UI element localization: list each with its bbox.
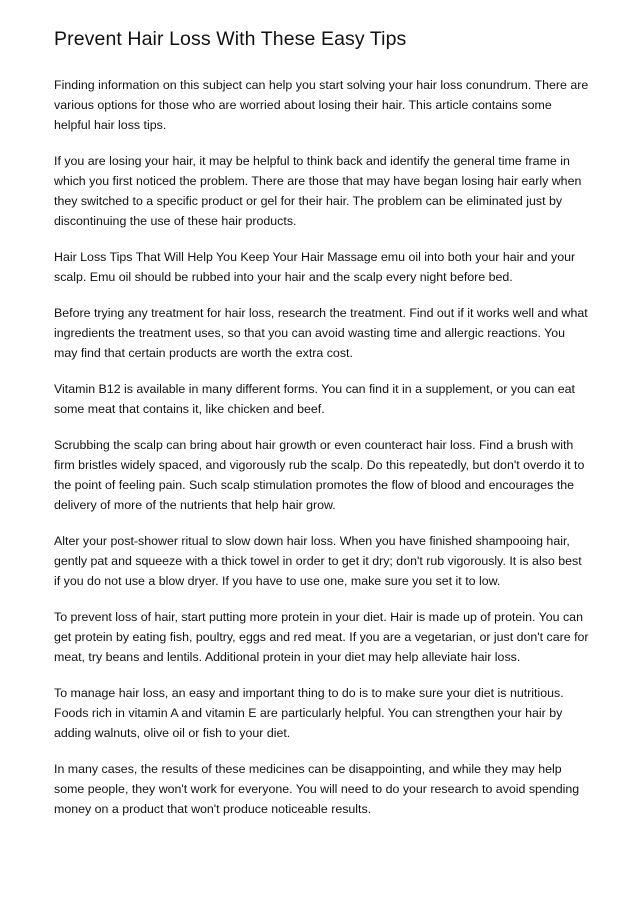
paragraph-6: Scrubbing the scalp can bring about hair growth or even counteract hair loss. Find a brush with firm bristles widely spaced, and vigorously rub the scalp. Do this repeatedly, but don't overdo it to the point of feeling pain. Such scalp stimulation promotes the flow of blood and encourages the delivery of more of the nutrients that help hair grow. bbox=[54, 438, 585, 512]
paragraph-2: If you are losing your hair, it may be helpful to think back and identify the general time frame in which you first noticed the problem. There are those that may have began losing hair early when they switched to a specific product or gel for their hair. The problem can be eliminated just by discontinuing the use of these hair products. bbox=[54, 154, 582, 228]
paragraph-4: Before trying any treatment for hair loss, research the treatment. Find out if it works well and what ingredients the treatment uses, so that you can avoid wasting time and allergic reactions. You may find that certain products are worth the extra cost. bbox=[54, 306, 588, 360]
paragraph-10: In many cases, the results of these medicines can be disappointing, and while they may help some people, they won't work for everyone. You will need to do your research to avoid spending money on a product that won't produce noticeable results. bbox=[54, 762, 580, 816]
document-page bbox=[54, 24, 590, 835]
paragraph-8: To prevent loss of hair, start putting more protein in your diet. Hair is made up of protein. You can get protein by eating fish, poultry, eggs and red meat. If you are a vegetarian, or just don't care for meat, try beans and lentils. Additional protein in your diet may help alleviate hair loss. bbox=[54, 610, 589, 664]
paragraph-1: Finding information on this subject can help you start solving your hair loss conundrum. There are various options for those who are worried about losing their hair. This article contains some helpful hair loss tips. bbox=[54, 78, 589, 132]
paragraph-5: Vitamin B12 is available in many different forms. You can find it in a supplement, or you can eat some meat that contains it, like chicken and beef. bbox=[54, 382, 575, 416]
paragraph-3: Hair Loss Tips That Will Help You Keep Your Hair Massage emu oil into both your hair and your scalp. Emu oil should be rubbed into your hair and the scalp every night before bed. bbox=[54, 250, 576, 284]
paragraph-7: Alter your post-shower ritual to slow down hair loss. When you have finished shampooing hair, gently pat and squeeze with a thick towel in order to get it dry; don't rub vigorously. It is also best if you do not use a blow dryer. If you have to use one, make sure you set it to low. bbox=[54, 534, 582, 588]
document-title: Prevent Hair Loss With These Easy Tips bbox=[54, 28, 407, 50]
paragraph-9: To manage hair loss, an easy and important thing to do is to make sure your diet is nutritious. Foods rich in vitamin A and vitamin E are particularly helpful. You can strengthen your hair by adding walnuts, olive oil or fish to your diet. bbox=[54, 686, 564, 740]
